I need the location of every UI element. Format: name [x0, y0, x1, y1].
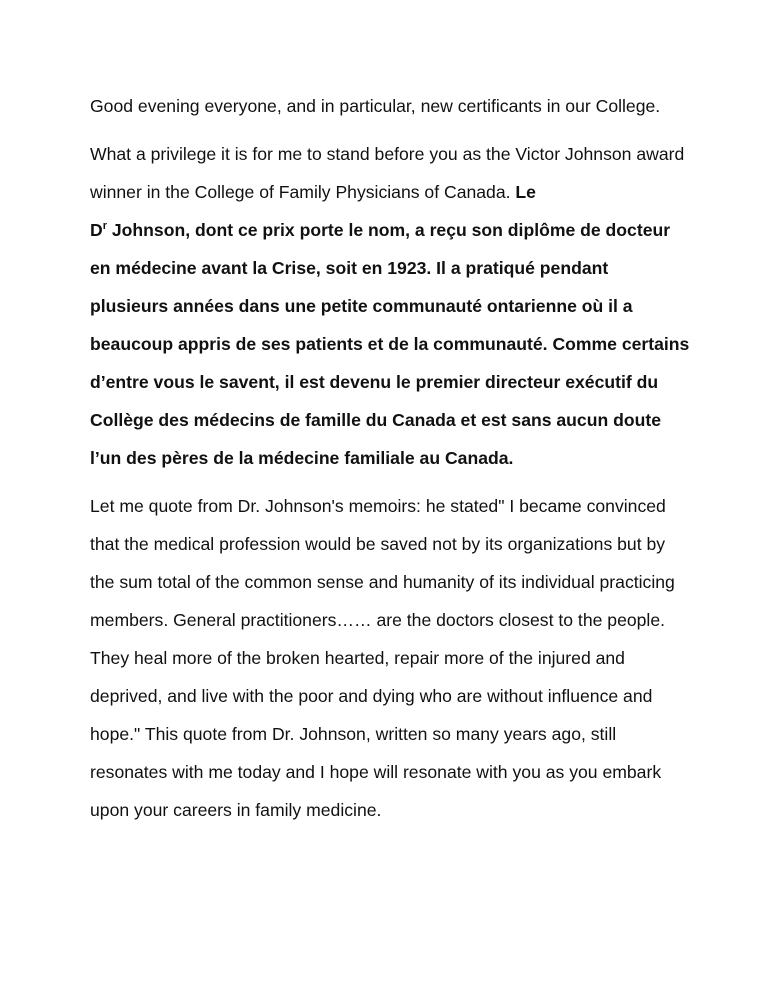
document-page: [90, 87, 690, 839]
award-text-french-le: Le: [515, 182, 536, 202]
award-text-french-d: D: [90, 220, 103, 240]
paragraph-award: [90, 135, 690, 477]
paragraph-greeting: Good evening everyone, and in particular, new certificants in our College.: [90, 96, 661, 116]
paragraph-quote: Let me quote from Dr. Johnson's memoirs: he stated" I became convinced that the medical profession would be saved not by its organizations but by the sum total of the common sense and humanity of its individual practicing members. General practitioners…… are the doctors closest to the people. They heal more of the broken hearted, repair more of the injured and deprived, and live with the poor and dying who are without influence and hope." This quote from Dr. Johnson, written so many years ago, still resonates with me today and I hope will resonate with you as you embark upon your careers in family medicine.: [90, 496, 675, 820]
award-text-french-sup: r: [102, 220, 107, 233]
award-text-english: What a privilege it is for me to stand before you as the Victor Johnson award winner in the College of Family Physicians of Canada.: [90, 144, 685, 202]
award-text-french-body: Johnson, dont ce prix porte le nom, a reçu son diplôme de docteur en médecine avant la Crise, soit en 1923. Il a pratiqué pendant plusieurs années dans une petite communauté ontarienne où il a beaucoup appris de ses patients et de la communauté. Comme certains d’entre vous le savent, il est devenu le premier directeur exécutif du Collège des médecins de famille du Canada et est sans aucun doute l’un des pères de la médecine familiale au Canada.: [90, 220, 690, 468]
